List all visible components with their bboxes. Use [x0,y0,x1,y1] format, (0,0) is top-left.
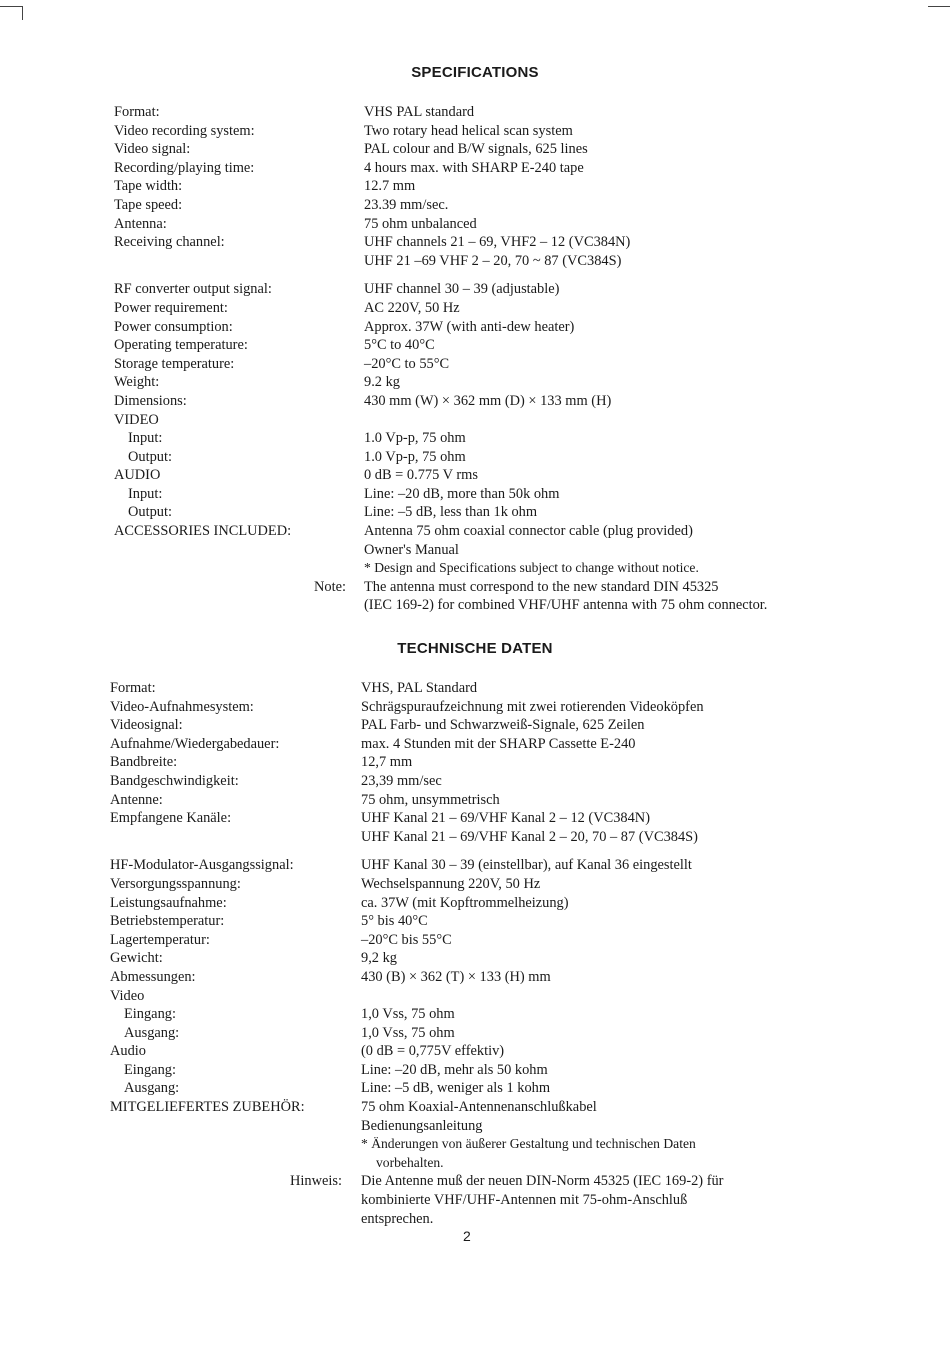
spec-label: Video signal: [114,141,191,158]
spec-row [114,559,844,578]
spec-value: 1.0 Vp-p, 75 ohm [364,448,466,465]
spec-label: Format: [110,680,156,696]
spec-row [110,679,840,698]
spec-row [114,140,844,159]
spec-label: Antenne: [110,791,163,808]
spec-row [110,1210,840,1229]
spec-row [114,318,844,337]
spec-row [114,336,844,355]
spec-label: Tape width: [114,178,183,195]
spec-label: Video [110,987,145,1004]
spec-row [114,103,844,122]
spec-row [114,411,844,430]
page-number: 2 [463,1228,471,1244]
technische-daten-heading: TECHNISCHE DATEN [397,640,553,657]
spec-value: 12.7 mm [364,178,416,195]
spec-row [110,1005,840,1024]
spec-label: Recording/playing time: [114,159,255,176]
spec-label: RF converter output signal: [114,281,272,298]
spec-row [114,280,844,299]
spec-row [114,466,844,485]
spec-label: Versorgungsspannung: [110,875,241,892]
spec-label: Output: [128,448,172,465]
spec-value: * Änderungen von äußerer Gestaltung und technischen Daten [361,1136,696,1152]
spec-row [110,753,840,772]
spec-row [110,716,840,735]
spec-value: Line: –5 dB, weniger als 1 kohm [361,1080,551,1097]
spec-value: 430 mm (W) × 362 mm (D) × 133 mm (H) [364,392,612,409]
spec-value: Owner's Manual [364,541,459,558]
spec-label: Power requirement: [114,299,228,316]
note-label: Note: [314,578,346,595]
specifications-table [114,103,844,615]
spec-label: VIDEO [114,411,159,428]
spec-row [114,429,844,448]
spec-label: Operating temperature: [114,337,248,354]
spec-row [110,912,840,931]
spec-row [114,233,844,252]
spec-value: entsprechen. [361,1210,434,1227]
spec-row [114,485,844,504]
spec-value: UHF channels 21 – 69, VHF2 – 12 (VC384N) [364,234,631,251]
spec-row [114,578,844,597]
spec-row [110,1135,840,1154]
spec-value: 75 ohm Koaxial-Antennenanschlußkabel [361,1099,597,1116]
spec-label: Weight: [114,374,160,391]
spec-row [110,931,840,950]
spec-label: Antenna: [114,215,167,232]
spec-value: kombinierte VHF/UHF-Antennen mit 75-ohm-Anschluß [361,1192,688,1209]
specifications-heading: SPECIFICATIONS [411,64,539,81]
spec-row [110,1117,840,1136]
spec-row [110,894,840,913]
spec-label: Aufnahme/Wiedergabedauer: [110,735,280,752]
spec-row [110,875,840,894]
spec-row [110,809,840,828]
spec-label: Tape speed: [114,196,183,213]
spec-label: Dimensions: [114,392,187,409]
spec-row [110,828,840,847]
spec-label: Abmessungen: [110,968,196,985]
spec-label: AUDIO [114,467,161,484]
spec-label: HF-Modulator-Ausgangssignal: [110,857,294,874]
spec-value: Approx. 37W (with anti-dew heater) [364,318,575,335]
spec-row [110,987,840,1006]
spec-label: Video recording system: [114,122,255,139]
spec-value: 12,7 mm [361,754,413,771]
spec-row [110,1079,840,1098]
spec-row [114,355,844,374]
spec-row [110,1061,840,1080]
spec-row [110,1154,840,1173]
spec-value: PAL colour and B/W signals, 625 lines [364,141,588,158]
spec-label: Storage temperature: [114,355,235,372]
technische-daten-table [110,679,840,1228]
spec-value: (0 dB = 0,775V effektiv) [361,1043,505,1060]
spec-value: –20°C to 55°C [364,355,450,372]
spec-label: Ausgang: [124,1024,180,1041]
spec-row [110,1098,840,1117]
spec-row [114,541,844,560]
spec-row [114,392,844,411]
spec-label: ACCESSORIES INCLUDED: [114,523,292,540]
spec-label: Power consumption: [114,318,233,335]
spec-value: 5°C to 40°C [364,337,435,354]
spec-label: Eingang: [124,1006,176,1023]
spec-value: The antenna must correspond to the new standard DIN 45325 [364,578,719,595]
spec-label: Output: [128,504,172,521]
spec-value: 1.0 Vp-p, 75 ohm [364,430,466,447]
spec-label: Ausgang: [124,1080,180,1097]
spec-label: Receiving channel: [114,234,225,251]
spec-value: 5° bis 40°C [361,913,428,930]
note-label: Hinweis: [290,1173,342,1190]
spec-row [114,122,844,141]
spec-value: AC 220V, 50 Hz [364,299,460,316]
spec-value: 75 ohm, unsymmetrisch [361,791,500,808]
spec-value: Antenna 75 ohm coaxial connector cable (plug provided) [364,523,693,540]
spec-value: 430 (B) × 362 (T) × 133 (H) mm [361,968,551,985]
spec-label: Video-Aufnahmesystem: [110,698,254,715]
spec-row [110,968,840,987]
spec-row [110,735,840,754]
spec-value: 0 dB = 0.775 V rms [364,467,478,484]
spec-row [114,448,844,467]
spec-label: Empfangene Kanäle: [110,810,232,827]
spec-label: Input: [128,485,163,502]
spec-label: Audio [110,1043,146,1060]
spec-row [114,215,844,234]
spec-row [110,1024,840,1043]
spec-value: (IEC 169-2) for combined VHF/UHF antenna with 75 ohm connector. [364,597,768,614]
spec-row [110,949,840,968]
spec-value: ca. 37W (mit Kopftrommelheizung) [361,894,569,911]
spec-label: MITGELIEFERTES ZUBEHÖR: [110,1099,305,1116]
spec-value: Die Antenne muß der neuen DIN-Norm 45325 (IEC 169-2) für [361,1173,724,1190]
spec-row [110,791,840,810]
spec-value: Schrägspuraufzeichnung mit zwei rotierenden Videoköpfen [361,698,704,715]
spec-row [114,252,844,271]
spec-value: Line: –20 dB, more than 50k ohm [364,485,560,502]
spec-row [110,856,840,875]
spec-row [110,772,840,791]
spec-label: Bandbreite: [110,754,178,771]
spec-value: 75 ohm unbalanced [364,215,477,232]
spec-value: Bedienungsanleitung [361,1117,483,1134]
spec-row [110,1042,840,1061]
scan-edge-mark [928,6,950,7]
spec-value: UHF Kanal 30 – 39 (einstellbar), auf Kanal 36 eingestellt [361,857,692,874]
spec-value: 4 hours max. with SHARP E-240 tape [364,159,584,176]
spec-row [114,299,844,318]
spec-value: Wechselspannung 220V, 50 Hz [361,875,541,892]
spec-label: Format: [114,104,160,120]
spec-label: Lagertemperatur: [110,931,210,948]
spec-value: Line: –5 dB, less than 1k ohm [364,504,538,521]
spec-value: PAL Farb- und Schwarzweiß-Signale, 625 Zeilen [361,717,645,734]
spec-row [114,159,844,178]
spec-value: vorbehalten. [376,1154,444,1170]
spec-value: UHF Kanal 21 – 69/VHF Kanal 2 – 12 (VC384N) [361,810,650,827]
spec-value: 9,2 kg [361,950,397,967]
spec-value: 1,0 Vss, 75 ohm [361,1006,455,1023]
spec-value: VHS, PAL Standard [361,680,478,696]
spec-value: 1,0 Vss, 75 ohm [361,1024,455,1041]
spec-label: Eingang: [124,1061,176,1078]
spec-value: –20°C bis 55°C [361,931,452,948]
spec-row [114,522,844,541]
spec-label: Input: [128,430,163,447]
spec-row [114,596,844,615]
spec-row [110,1191,840,1210]
spec-label: Bandgeschwindigkeit: [110,772,239,789]
spec-label: Videosignal: [110,717,183,734]
scan-edge-mark [0,6,22,7]
spec-label: Betriebstemperatur: [110,913,225,930]
spec-row [110,698,840,717]
spec-row [110,1172,840,1191]
spec-row [114,373,844,392]
spec-value: 23.39 mm/sec. [364,196,449,213]
spec-row [114,196,844,215]
spec-value: 23,39 mm/sec [361,772,442,789]
spec-value: 9.2 kg [364,374,400,391]
spec-row [114,503,844,522]
spec-value: Line: –20 dB, mehr als 50 kohm [361,1061,548,1078]
spec-label: Leistungsaufnahme: [110,894,227,911]
spec-value: max. 4 Stunden mit der SHARP Cassette E-240 [361,735,636,752]
spec-value: UHF channel 30 – 39 (adjustable) [364,281,560,298]
spec-value: UHF Kanal 21 – 69/VHF Kanal 2 – 20, 70 – 87 (VC384S) [361,828,698,845]
spec-label: Gewicht: [110,950,163,967]
spec-value: * Design and Specifications subject to change without notice. [364,560,699,576]
scan-edge-mark [22,6,23,20]
spec-value: UHF 21 –69 VHF 2 – 20, 70 ~ 87 (VC384S) [364,252,622,269]
spec-row [114,177,844,196]
spec-value: VHS PAL standard [364,104,475,120]
spec-value: Two rotary head helical scan system [364,122,573,139]
